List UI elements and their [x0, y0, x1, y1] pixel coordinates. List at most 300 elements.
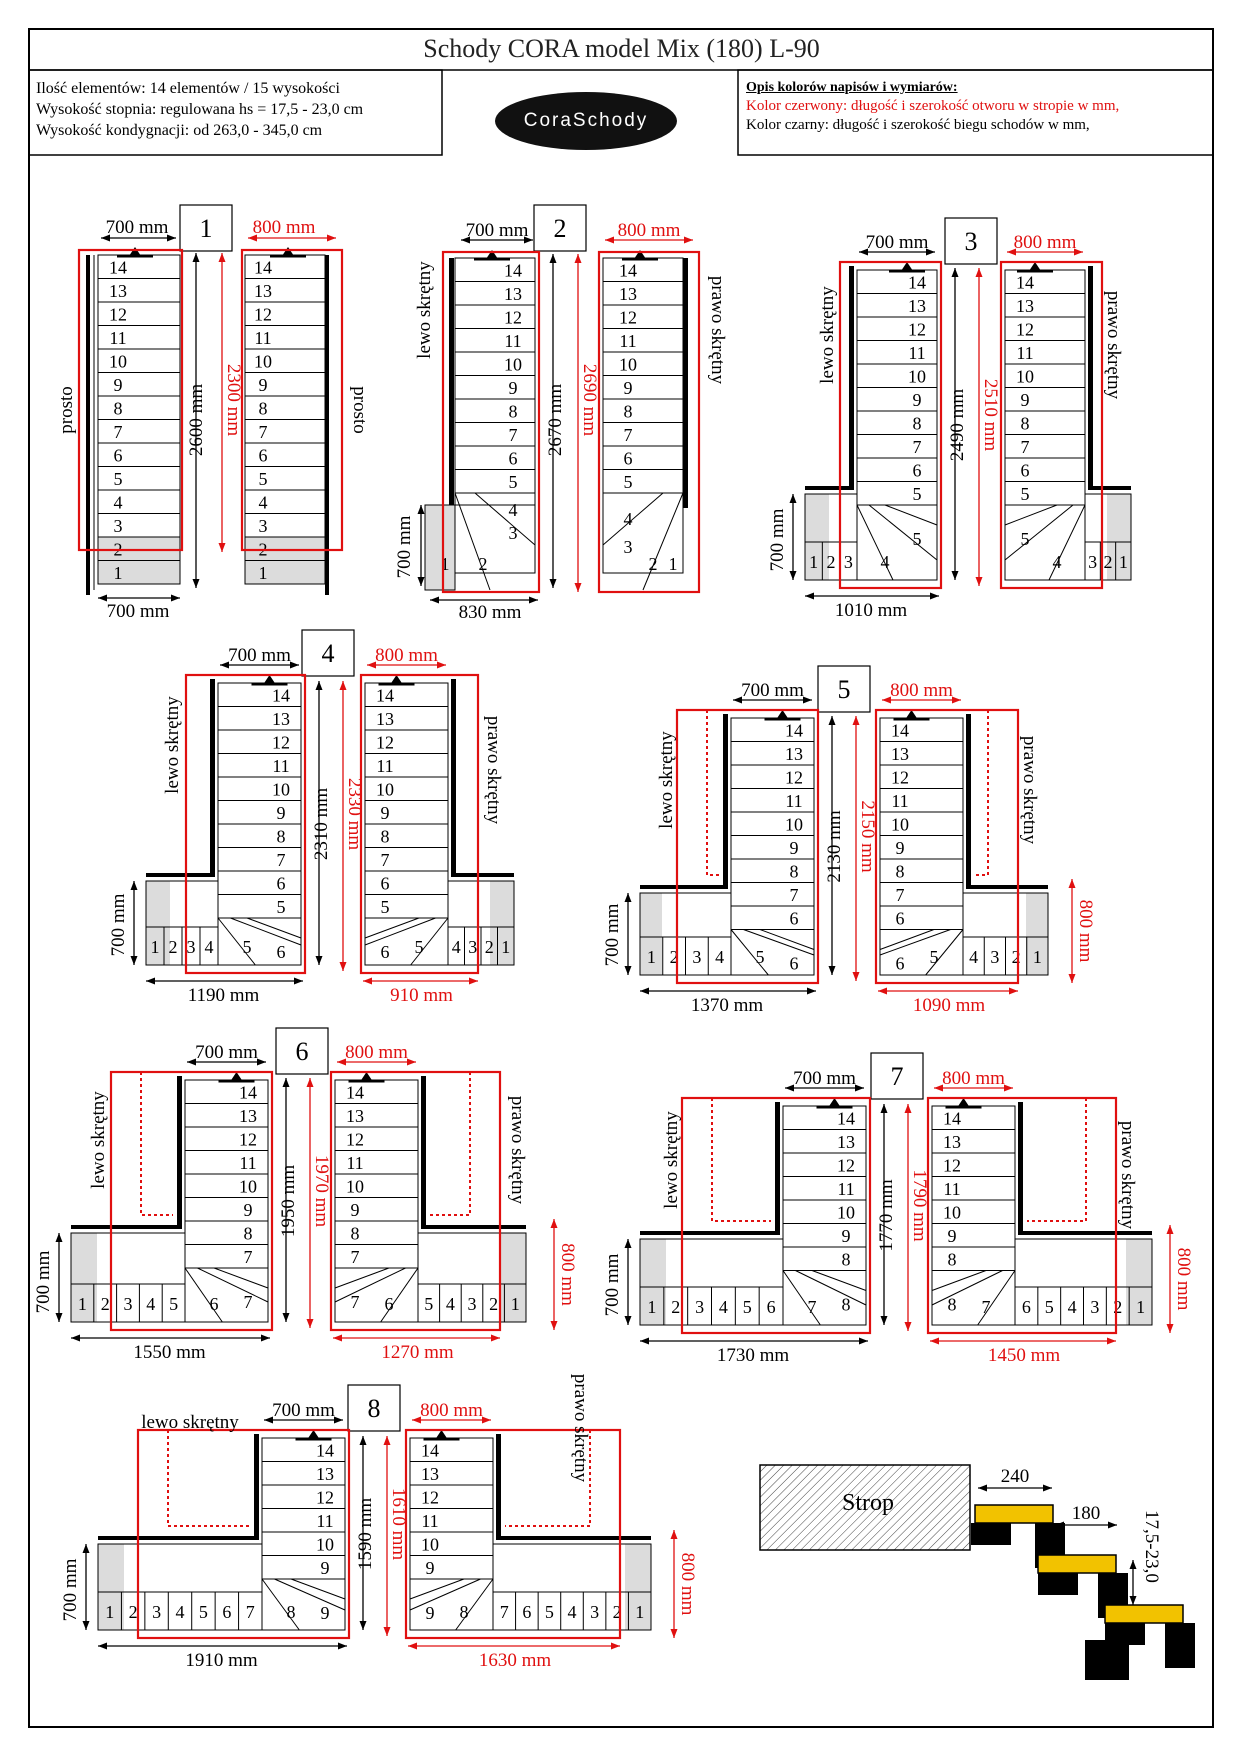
step-tread	[603, 470, 683, 494]
winder-line	[885, 505, 937, 525]
tread-3	[1105, 1605, 1183, 1623]
turn-depth-label: 700 mm	[602, 1253, 623, 1317]
opening-length-label: 2330 mm	[344, 777, 365, 851]
step-tread	[880, 859, 963, 883]
step-tread	[857, 458, 937, 482]
step-number: 5	[508, 472, 518, 492]
step-tread	[603, 329, 683, 353]
winder-line	[410, 1579, 481, 1610]
step-tread	[262, 1556, 345, 1580]
direction-label: prawo skrętny	[570, 1373, 591, 1483]
step-number: 3	[186, 937, 196, 957]
step-number: 10	[837, 1202, 855, 1223]
step-number: 12	[421, 1487, 439, 1508]
opening-length-label: 1610 mm	[388, 1487, 409, 1561]
step-number: 8	[276, 826, 286, 847]
step-tread	[603, 399, 683, 423]
opening-dotted-line	[1027, 1098, 1086, 1221]
step-number: 6	[209, 1294, 219, 1314]
step-tread	[410, 1556, 493, 1580]
bottom-width-label: 1010 mm	[834, 600, 908, 621]
step-number: 12	[346, 1129, 364, 1150]
bottom-post	[1085, 1640, 1129, 1680]
step-number: 12	[1016, 319, 1034, 340]
winder-line	[603, 493, 663, 545]
arrow-head	[469, 978, 478, 985]
step-number: 2	[648, 554, 658, 574]
step-number: 10	[316, 1534, 334, 1555]
stringer	[421, 1076, 426, 1227]
arrow-head	[171, 595, 180, 602]
step-tread	[335, 1221, 418, 1245]
step-tread	[98, 420, 180, 444]
direction-label: prawo skrętny	[483, 715, 504, 825]
arrow-head	[575, 254, 582, 263]
spec-elements: Ilość elementów: 14 elementów / 15 wysokości	[36, 80, 340, 97]
turn-depth-label: 700 mm	[602, 903, 623, 967]
step-tread	[365, 895, 448, 919]
winder-line	[335, 1268, 389, 1288]
opening-depth-label: 800 mm	[677, 1552, 698, 1616]
step-number: 14	[316, 1440, 334, 1461]
step-number: 14	[376, 685, 394, 706]
step-number: 9	[276, 803, 286, 823]
tread-support	[1038, 1573, 1078, 1595]
arrow-head	[978, 1485, 987, 1492]
step-number: 14	[239, 1082, 257, 1103]
arrow-head	[437, 662, 446, 669]
step-number: 13	[316, 1464, 334, 1484]
arrow-head	[283, 1313, 290, 1322]
step-number: 8	[895, 861, 905, 882]
step-tread	[731, 836, 814, 860]
landing-area	[425, 505, 455, 590]
bottom-width-dimension	[640, 988, 816, 995]
step-number: 10	[943, 1202, 961, 1223]
step-number: 1	[77, 1294, 87, 1314]
step-number: 9	[380, 803, 390, 823]
arrow-head	[1130, 1560, 1137, 1569]
arrow-head	[790, 494, 797, 503]
arrow-head	[976, 577, 983, 586]
step-number: 4	[451, 937, 461, 957]
step-number: 12	[254, 304, 272, 325]
step-tread	[857, 482, 937, 506]
step-number: 9	[895, 838, 905, 858]
winder-line	[197, 1268, 268, 1302]
flight-width-label: 700 mm	[865, 232, 929, 253]
arrow-head	[418, 505, 425, 514]
step-number: 14	[272, 685, 290, 706]
step-tread	[218, 801, 301, 825]
step-number: 3	[113, 516, 123, 536]
step-number: 13	[346, 1106, 364, 1126]
flight-length-label: 2310 mm	[311, 787, 332, 861]
arrow-head	[575, 583, 582, 592]
step-tread	[857, 411, 937, 435]
step-tread	[455, 423, 535, 447]
logo-text: CoraSchody	[523, 110, 649, 131]
step-number: 1	[647, 1297, 657, 1317]
bottom-width-label: 1730 mm	[716, 1345, 790, 1366]
step-number: 2	[612, 1602, 622, 1622]
step-tread	[245, 420, 325, 444]
step-number: 8	[912, 413, 922, 434]
step-number: 14	[421, 1440, 439, 1461]
winder-line	[230, 918, 301, 945]
arrow-head	[551, 1321, 558, 1330]
step-number: 9	[113, 375, 123, 395]
step-number: 1	[1118, 552, 1128, 572]
step-number: 12	[908, 319, 926, 340]
opening-width-label: 800 mm	[252, 217, 316, 238]
step-number: 10	[254, 351, 272, 372]
step-tread	[455, 305, 535, 329]
step-number: 14	[785, 720, 803, 741]
arrow-head	[790, 571, 797, 580]
step-number: 9	[320, 1603, 330, 1623]
step-number: 14	[619, 260, 637, 281]
arrow-head	[1167, 1324, 1174, 1333]
step-number: 5	[912, 484, 922, 504]
step-number: 4	[718, 1297, 728, 1317]
step-number: 3	[1088, 552, 1098, 572]
arrow-head	[529, 597, 538, 604]
step-number: 8	[380, 826, 390, 847]
step-number: 2	[128, 1602, 138, 1622]
opening-width-label: 800 mm	[375, 645, 438, 666]
step-number: 1	[113, 563, 123, 583]
step-number: 9	[320, 1558, 330, 1578]
flight-width-label: 700 mm	[228, 645, 291, 666]
step-number: 3	[692, 947, 702, 967]
stringer	[775, 1102, 780, 1233]
page-title: Schody CORA model Mix (180) L-90	[423, 34, 820, 63]
step-number: 14	[908, 272, 926, 293]
step-number: 4	[258, 492, 268, 513]
opening-width-label: 800 mm	[345, 1042, 408, 1063]
winder-line	[932, 1271, 1003, 1306]
spec-floor-height: Wysokość kondygnacji: od 263,0 - 345,0 cm	[36, 122, 323, 139]
step-number: 8	[841, 1249, 851, 1270]
step-number: 14	[254, 257, 272, 278]
step-number: 1	[510, 1294, 520, 1314]
winder-line	[795, 1271, 866, 1306]
step-number: 3	[695, 1297, 705, 1317]
arrow-head	[193, 253, 200, 262]
step-number: 5	[276, 897, 286, 917]
step-number: 12	[943, 1155, 961, 1176]
arrow-head	[327, 235, 336, 242]
tread-2	[1038, 1555, 1116, 1573]
step-tread	[455, 399, 535, 423]
step-number: 10	[109, 351, 127, 372]
legend-black: Kolor czarny: długość i szerokość biegu schodów w mm,	[746, 117, 1090, 133]
opening-depth-dimension	[1167, 1225, 1174, 1333]
flight-length-label: 1770 mm	[876, 1179, 897, 1252]
winder-line	[880, 930, 951, 956]
step-number: 13	[272, 709, 290, 729]
step-tread	[455, 258, 535, 282]
winder-zone	[185, 1268, 268, 1322]
stringer	[325, 255, 329, 595]
step-number: 11	[837, 1179, 855, 1199]
step-tread	[98, 514, 180, 538]
step-tread	[857, 435, 937, 459]
arrow-head	[384, 1436, 391, 1445]
arrow-head	[878, 988, 887, 995]
flight-width-label: 700 mm	[272, 1400, 335, 1421]
variant-number: 7	[890, 1062, 904, 1091]
winder-zone	[880, 930, 963, 976]
step-number: 4	[880, 552, 890, 572]
opening-bottom-dimension	[333, 1335, 500, 1342]
opening-bottom-label: 1450 mm	[987, 1345, 1061, 1366]
step-number: 6	[789, 908, 799, 929]
step-number: 6	[623, 448, 633, 469]
step-number: 6	[912, 460, 922, 481]
arrow-head	[131, 956, 138, 965]
arrow-head	[219, 253, 226, 262]
arrow-head	[146, 978, 155, 985]
step-number: 5	[380, 897, 390, 917]
step-number: 6	[222, 1602, 232, 1622]
opening-bottom-dimension	[930, 1338, 1116, 1345]
stringer	[1018, 1102, 1023, 1233]
step-tread	[455, 329, 535, 353]
step-number: 1	[440, 554, 450, 574]
direction-label: prosto	[56, 386, 77, 434]
step-number: 4	[445, 1294, 455, 1314]
turn-depth-dimension	[418, 505, 425, 586]
arrow-head	[859, 1338, 868, 1345]
step-number: 12	[504, 307, 522, 328]
step-number: 8	[508, 401, 518, 422]
winder-zone	[783, 1271, 866, 1326]
step-number: 1	[150, 937, 160, 957]
arrow-head	[684, 237, 693, 244]
winder-zone	[1005, 505, 1085, 580]
step-number: 13	[504, 284, 522, 304]
direction-label: prawo skrętny	[1117, 1120, 1138, 1230]
step-tread	[245, 443, 325, 467]
step-tread	[218, 848, 301, 872]
winder-line	[743, 930, 814, 956]
arrow-head	[905, 1322, 912, 1331]
step-number: 8	[1020, 413, 1030, 434]
arrow-head	[408, 1643, 417, 1650]
step-number: 6	[1020, 460, 1030, 481]
arrow-head	[671, 1530, 678, 1539]
flight-length-label: 1950 mm	[278, 1164, 299, 1238]
flight-length-label: 1590 mm	[355, 1497, 376, 1571]
step-number: 12	[109, 304, 127, 325]
opening-depth-dimension	[551, 1219, 558, 1330]
step-number: 2	[168, 937, 178, 957]
step-number: 4	[623, 509, 633, 529]
arrow-head	[430, 597, 439, 604]
step-tread	[218, 824, 301, 848]
winder-line	[643, 493, 683, 590]
arrow-head	[83, 1621, 90, 1630]
opening-length-label: 1970 mm	[311, 1154, 332, 1228]
arrow-head	[805, 593, 814, 600]
step-tread	[98, 443, 180, 467]
step-number: 3	[123, 1294, 133, 1314]
step-tread	[245, 467, 325, 491]
step-tread	[880, 836, 963, 860]
variant-1	[56, 205, 370, 622]
tread-post	[1165, 1623, 1195, 1668]
step-number: 7	[245, 1602, 255, 1622]
step-tread	[245, 490, 325, 514]
step-number: 6	[380, 873, 390, 894]
opening-bottom-label: 1270 mm	[381, 1342, 454, 1363]
arrow-head	[334, 1417, 343, 1424]
bottom-width-label: 700 mm	[106, 601, 170, 622]
step-number: 2	[669, 947, 679, 967]
step-number: 5	[198, 1602, 208, 1622]
step-number: 8	[789, 861, 799, 882]
step-tread	[783, 1224, 866, 1248]
step-number: 5	[424, 1294, 434, 1314]
step-number: 11	[346, 1153, 364, 1173]
arrow-head	[294, 978, 303, 985]
step-number: 9	[508, 378, 518, 398]
direction-label: lewo skrętny	[656, 731, 677, 829]
step-number: 1	[1032, 947, 1042, 967]
direction-label: lewo skrętny	[661, 1111, 682, 1209]
step-tread	[1005, 411, 1085, 435]
step-number: 13	[837, 1132, 855, 1152]
bottom-width-dimension	[640, 1338, 868, 1345]
rise-dimension	[1130, 1560, 1137, 1605]
step-number: 1	[646, 947, 656, 967]
opening-depth-label: 800 mm	[1173, 1247, 1194, 1311]
step-number: 10	[346, 1176, 364, 1197]
arrow-head	[340, 681, 347, 690]
step-tread	[1005, 435, 1085, 459]
turn-depth-dimension	[83, 1544, 90, 1630]
winder-line	[760, 930, 814, 950]
step-tread	[603, 282, 683, 306]
bottom-width-label: 830 mm	[458, 602, 522, 623]
arrow-head	[550, 579, 557, 588]
coraschody-logo	[495, 92, 677, 150]
arrow-head	[625, 893, 632, 902]
arrow-head	[952, 571, 959, 580]
turn-depth-label: 700 mm	[394, 515, 415, 579]
arrow-head	[611, 1643, 620, 1650]
step-number: 8	[459, 1602, 469, 1622]
winder-line	[812, 1271, 866, 1291]
step-tread	[245, 514, 325, 538]
stringer	[86, 255, 90, 595]
step-number: 11	[109, 328, 127, 348]
step-number: 11	[272, 756, 290, 776]
step-number: 12	[376, 732, 394, 753]
step-number: 14	[109, 257, 127, 278]
arrow-head	[98, 1643, 107, 1650]
turn-depth-dimension	[131, 881, 138, 965]
arrow-head	[803, 697, 812, 704]
arrow-head	[338, 1643, 347, 1650]
step-number: 5	[544, 1602, 554, 1622]
step-number: 6	[766, 1297, 776, 1317]
winder-line	[291, 1579, 345, 1599]
arrow-head	[1069, 879, 1076, 888]
step-number: 9	[243, 1200, 253, 1220]
opening-dotted-line	[707, 710, 719, 875]
turn-depth-dimension	[625, 1239, 632, 1325]
step-number: 7	[623, 425, 633, 445]
variant-2	[394, 205, 728, 623]
variant-7	[602, 1053, 1194, 1366]
turn-depth-label: 700 mm	[108, 893, 129, 957]
step-number: 12	[785, 767, 803, 788]
flight-width-label: 700 mm	[105, 217, 169, 238]
winder-line	[335, 1268, 406, 1302]
variant-number: 6	[295, 1037, 309, 1066]
step-number: 5	[912, 529, 922, 549]
step-number: 1	[809, 552, 819, 572]
direction-label: lewo skrętny	[162, 696, 183, 794]
variant-number: 3	[964, 227, 978, 256]
opening-width-label: 800 mm	[617, 220, 681, 241]
direction-label: prawo skrętny	[707, 275, 728, 385]
step-number: 10	[1016, 366, 1034, 387]
winder-zone	[857, 505, 937, 580]
step-number: 7	[380, 850, 390, 870]
arrow-head	[881, 1316, 888, 1325]
step-number: 5	[258, 469, 268, 489]
arrow-head	[640, 988, 649, 995]
step-number: 13	[239, 1106, 257, 1126]
step-number: 7	[499, 1602, 509, 1622]
step-number: 7	[508, 425, 518, 445]
grey-step	[245, 561, 325, 585]
step-number: 2	[1113, 1297, 1123, 1317]
tread-depth-label: 240	[1000, 1466, 1030, 1487]
step-number: 8	[243, 1223, 253, 1244]
step-number: 9	[789, 838, 799, 858]
arrow-head	[316, 681, 323, 690]
rise-label: 17,5-23,0	[1141, 1510, 1162, 1583]
arrow-head	[853, 716, 860, 725]
step-number: 6	[522, 1602, 532, 1622]
arrow-head	[307, 1078, 314, 1087]
step-number: 14	[1016, 272, 1034, 293]
variant-6	[33, 1028, 578, 1363]
bottom-width-dimension	[98, 1643, 347, 1650]
step-number: 1	[1136, 1297, 1146, 1317]
bottom-width-label: 1550 mm	[133, 1342, 206, 1363]
step-number: 5	[242, 937, 252, 957]
arrow-head	[56, 1313, 63, 1322]
step-number: 13	[785, 744, 803, 764]
step-number: 2	[258, 539, 268, 560]
step-tread	[783, 1247, 866, 1271]
opening-bottom-label: 910 mm	[390, 985, 453, 1006]
opening-bottom-dimension	[878, 988, 1018, 995]
stringer	[496, 1434, 501, 1538]
direction-label: prosto	[349, 386, 370, 434]
winder-line	[274, 1579, 345, 1610]
arrow-head	[952, 268, 959, 277]
step-number: 4	[715, 947, 725, 967]
step-number: 11	[785, 791, 803, 811]
step-number: 4	[1067, 1297, 1077, 1317]
